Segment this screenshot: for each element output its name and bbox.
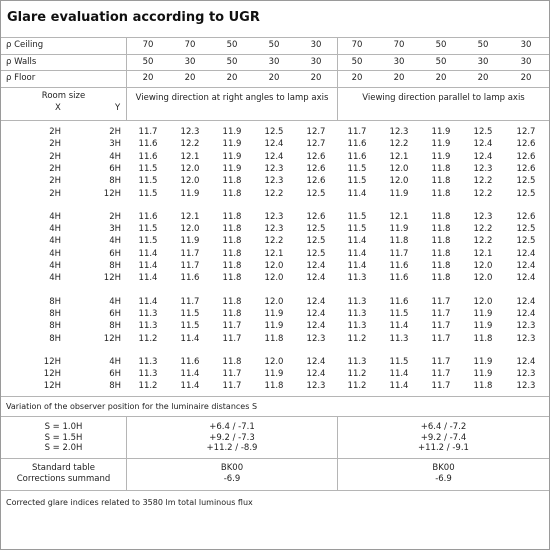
ugr-value: 11.8 (222, 273, 242, 284)
ugr-value: 11.6 (389, 296, 409, 307)
ugr-value: 11.8 (222, 248, 242, 259)
ugr-value: 12.6 (516, 151, 536, 162)
ugr-value: 11.6 (138, 211, 158, 222)
ugr-value: 12.7 (306, 127, 326, 137)
ugr-value: 11.7 (138, 127, 158, 137)
ugr-value: 11.5 (138, 163, 158, 174)
divider (1, 87, 549, 88)
ugr-value: 12.0 (264, 273, 284, 284)
room-y-value: 12H (103, 188, 121, 199)
ugr-value: 11.8 (431, 273, 451, 284)
room-y-value: 6H (109, 308, 121, 319)
ugr-value: 12.2 (473, 224, 493, 235)
ugr-value: 11.7 (389, 248, 409, 259)
ugr-value: 12.0 (180, 224, 200, 235)
ugr-value: 11.7 (180, 248, 200, 259)
ugr-value: 12.2 (473, 188, 493, 199)
ugr-value: 12.0 (180, 176, 200, 187)
standard-right-angles-value: -6.9 (223, 473, 241, 484)
ugr-value: 12.6 (306, 176, 326, 187)
ugr-value: 12.1 (180, 151, 200, 162)
ugr-value: 12.6 (516, 211, 536, 222)
ugr-value: 11.7 (431, 321, 451, 332)
ugr-value: 12.4 (516, 308, 536, 319)
ugr-value: 11.3 (347, 296, 367, 307)
ugr-value: 11.9 (180, 236, 200, 247)
ugr-value: 12.3 (264, 224, 284, 235)
room-y-value: 2H (109, 211, 121, 222)
ugr-value: 12.3 (516, 381, 536, 392)
room-size-header (1, 88, 126, 118)
divider (337, 37, 338, 120)
ugr-value: 11.4 (180, 381, 200, 392)
reflectance-value: 20 (226, 73, 238, 83)
ugr-value: 11.8 (264, 333, 284, 344)
room-x-value: 12H (43, 356, 61, 367)
ugr-value: 11.5 (180, 308, 200, 319)
ugr-value: 11.8 (431, 211, 451, 222)
ugr-value: 11.7 (222, 381, 242, 392)
ugr-value: 11.9 (180, 188, 200, 199)
ugr-value: 12.6 (306, 151, 326, 162)
ugr-value: 12.6 (306, 163, 326, 174)
ugr-value: 12.4 (264, 139, 284, 150)
page-title: Glare evaluation according to UGR (7, 10, 260, 25)
ugr-value: 11.5 (138, 224, 158, 235)
room-y-value: 12H (103, 273, 121, 284)
ugr-value: 12.4 (306, 261, 326, 271)
ugr-value: 11.8 (222, 236, 242, 247)
ugr-value: 12.6 (516, 163, 536, 174)
ugr-value: 12.4 (516, 248, 536, 259)
room-size-label: Room size (41, 91, 86, 101)
reflectance-value: 50 (435, 40, 447, 50)
variation-right-angles-value: +9.2 / -7.3 (209, 432, 255, 443)
reflectance-value: 20 (268, 73, 280, 83)
ugr-value: 12.2 (389, 139, 409, 150)
divider (1, 490, 549, 491)
room-y-value: 8H (109, 381, 121, 392)
ugr-value: 11.8 (431, 188, 451, 199)
ugr-value: 11.9 (473, 369, 493, 380)
ugr-value: 11.9 (473, 356, 493, 367)
ugr-value: 11.7 (180, 261, 200, 271)
room-x-value: 12H (43, 381, 61, 392)
ugr-value: 12.1 (473, 248, 493, 259)
reflectance-value: 70 (184, 40, 196, 50)
room-x-value: 8H (49, 296, 61, 307)
ugr-value: 12.4 (306, 273, 326, 284)
reflectance-value: 50 (226, 56, 238, 67)
ugr-value: 11.5 (138, 236, 158, 247)
room-y-value: 12H (103, 333, 121, 344)
ugr-value: 11.6 (138, 139, 158, 150)
ugr-value: 11.7 (222, 369, 242, 380)
ugr-value: 11.3 (347, 273, 367, 284)
ugr-value: 12.5 (516, 188, 536, 199)
ugr-value: 11.8 (473, 333, 493, 344)
ugr-value: 12.4 (516, 296, 536, 307)
ugr-value: 11.8 (222, 224, 242, 235)
ugr-value: 12.5 (473, 127, 493, 137)
ugr-value: 11.4 (347, 236, 367, 247)
ugr-value: 11.9 (222, 151, 242, 162)
ugr-value: 11.4 (389, 381, 409, 392)
ugr-value: 11.5 (389, 356, 409, 367)
ugr-value: 11.4 (347, 248, 367, 259)
room-x-value: 4H (49, 224, 61, 235)
reflectance-value: 30 (310, 40, 322, 50)
ugr-value: 11.9 (222, 127, 242, 137)
ugr-value: 11.8 (222, 356, 242, 367)
ugr-value: 11.9 (389, 188, 409, 199)
standard-parallel-value: -6.9 (435, 473, 452, 484)
ugr-value: 12.4 (516, 273, 536, 284)
ugr-value: 12.3 (264, 211, 284, 222)
ugr-value: 12.3 (306, 333, 326, 344)
room-x-value: 2H (49, 163, 61, 174)
direction-parallel-label: Viewing direction parallel to lamp axis (362, 93, 525, 103)
ugr-value: 12.5 (516, 176, 536, 187)
ugr-value: 12.4 (473, 151, 493, 162)
ugr-value: 12.2 (473, 236, 493, 247)
ugr-value: 11.9 (222, 163, 242, 174)
room-y-value: 8H (109, 321, 121, 332)
ugr-value: 11.5 (180, 321, 200, 332)
ugr-value: 11.3 (138, 356, 158, 367)
ugr-value: 12.4 (306, 296, 326, 307)
ugr-value: 12.4 (516, 261, 536, 271)
variation-parallel-value: +6.4 / -7.2 (420, 422, 467, 432)
ugr-value: 11.2 (347, 333, 367, 344)
reflectance-value: 20 (351, 73, 363, 83)
ugr-value: 12.0 (389, 176, 409, 187)
ugr-value: 11.5 (347, 163, 367, 174)
variation-right-angles-value: +6.4 / -7.1 (209, 422, 255, 432)
room-y-value: 6H (109, 369, 121, 380)
reflectance-value: 30 (310, 56, 322, 67)
ugr-value: 12.5 (306, 236, 326, 247)
ugr-value: 11.7 (222, 321, 242, 332)
ugr-value: 11.9 (473, 321, 493, 332)
ugr-value: 12.5 (264, 127, 284, 137)
ugr-value: 11.9 (431, 139, 451, 150)
ugr-value: 11.4 (138, 248, 158, 259)
ugr-value: 11.4 (138, 273, 158, 284)
divider (1, 70, 549, 71)
reflectance-value: 30 (393, 56, 405, 67)
ugr-value: 12.5 (306, 248, 326, 259)
room-size-x-label: X (55, 103, 61, 113)
ugr-value: 11.3 (138, 369, 158, 380)
ugr-value: 12.7 (306, 139, 326, 150)
reflectance-value: 50 (351, 56, 363, 67)
reflectance-value: 20 (184, 73, 196, 83)
direction-right-angles-label: Viewing direction at right angles to lamp axis (135, 93, 329, 103)
divider (1, 54, 549, 55)
room-x-value: 2H (49, 188, 61, 199)
variation-s-label: S = 1.0H (44, 422, 83, 432)
variation-label: Variation of the observer position for the luminaire distances S (6, 402, 258, 411)
reflectance-value: 20 (477, 73, 489, 83)
ugr-value: 12.4 (306, 308, 326, 319)
ugr-value: 11.8 (389, 236, 409, 247)
ugr-value: 11.7 (431, 333, 451, 344)
room-y-value: 4H (109, 296, 121, 307)
ugr-value: 11.6 (138, 151, 158, 162)
ugr-value: 11.9 (222, 139, 242, 150)
room-y-value: 4H (109, 356, 121, 367)
reflectance-label: ρ Floor (6, 73, 36, 83)
ugr-value: 11.4 (347, 188, 367, 199)
room-x-value: 8H (49, 321, 61, 332)
ugr-value: 12.3 (473, 163, 493, 174)
ugr-value: 12.0 (389, 163, 409, 174)
ugr-value: 12.3 (389, 127, 409, 137)
ugr-value: 12.4 (264, 151, 284, 162)
reflectance-value: 50 (477, 40, 489, 50)
ugr-value: 11.9 (431, 151, 451, 162)
ugr-value: 11.5 (347, 224, 367, 235)
ugr-value: 12.3 (180, 127, 200, 137)
ugr-value: 11.7 (222, 333, 242, 344)
ugr-value: 11.8 (473, 381, 493, 392)
ugr-value: 11.3 (138, 321, 158, 332)
room-x-value: 2H (49, 139, 61, 150)
reflectance-value: 20 (310, 73, 322, 83)
room-y-value: 6H (109, 248, 121, 259)
ugr-value: 11.5 (138, 188, 158, 199)
ugr-value: 12.4 (306, 369, 326, 380)
room-x-value: 2H (49, 127, 61, 137)
ugr-value: 11.3 (347, 321, 367, 332)
ugr-value: 12.5 (306, 224, 326, 235)
reflectance-value: 20 (393, 73, 405, 83)
ugr-value: 11.8 (431, 176, 451, 187)
ugr-value: 12.0 (264, 296, 284, 307)
ugr-value: 11.8 (222, 211, 242, 222)
ugr-value: 12.7 (516, 127, 536, 137)
ugr-value: 11.8 (431, 224, 451, 235)
ugr-value: 12.1 (264, 248, 284, 259)
footer-note: Corrected glare indices related to 3580 lm total luminous flux (6, 498, 253, 507)
ugr-value: 11.4 (389, 369, 409, 380)
ugr-value: 11.9 (264, 369, 284, 380)
room-x-value: 2H (49, 176, 61, 187)
ugr-value: 11.4 (347, 261, 367, 271)
ugr-value: 11.6 (389, 261, 409, 271)
reflectance-value: 70 (351, 40, 363, 50)
divider (1, 396, 549, 397)
ugr-value: 11.7 (431, 369, 451, 380)
divider (337, 416, 338, 490)
room-size-y-label: Y (115, 103, 121, 113)
ugr-value: 12.0 (473, 296, 493, 307)
ugr-value: 12.3 (264, 163, 284, 174)
ugr-value: 11.5 (138, 176, 158, 187)
ugr-value: 12.2 (180, 139, 200, 150)
reflectance-value: 30 (184, 56, 196, 67)
ugr-value: 11.7 (180, 296, 200, 307)
room-x-value: 4H (49, 211, 61, 222)
ugr-value: 11.8 (222, 308, 242, 319)
divider (1, 120, 549, 121)
reflectance-label: ρ Ceiling (6, 40, 44, 50)
ugr-value: 12.0 (473, 261, 493, 271)
ugr-value: 12.6 (516, 139, 536, 150)
divider (1, 416, 549, 417)
reflectance-value: 20 (520, 73, 532, 83)
room-x-value: 8H (49, 308, 61, 319)
ugr-value: 11.4 (138, 261, 158, 271)
room-y-value: 8H (109, 176, 121, 187)
reflectance-value: 30 (477, 56, 489, 67)
ugr-value: 11.3 (389, 333, 409, 344)
ugr-value: 12.5 (306, 188, 326, 199)
ugr-value: 12.3 (264, 176, 284, 187)
divider (1, 458, 549, 459)
ugr-value: 11.2 (138, 381, 158, 392)
ugr-value: 12.0 (264, 261, 284, 271)
ugr-value: 11.6 (180, 356, 200, 367)
ugr-value: 11.4 (389, 321, 409, 332)
divider (1, 37, 549, 38)
room-y-value: 3H (109, 224, 121, 235)
divider (126, 416, 127, 490)
ugr-value: 12.3 (306, 381, 326, 392)
ugr-value: 11.9 (389, 224, 409, 235)
ugr-value: 11.9 (473, 308, 493, 319)
room-x-value: 12H (43, 369, 61, 380)
room-x-value: 4H (49, 248, 61, 259)
ugr-value: 12.1 (389, 211, 409, 222)
ugr-value: 11.6 (347, 139, 367, 150)
ugr-value: 12.1 (180, 211, 200, 222)
ugr-value: 12.4 (306, 321, 326, 332)
standard-label: Corrections summand (16, 473, 111, 484)
ugr-value: 11.7 (431, 308, 451, 319)
ugr-value: 12.0 (264, 356, 284, 367)
ugr-value: 11.6 (389, 273, 409, 284)
room-y-value: 2H (109, 127, 121, 137)
room-y-value: 4H (109, 236, 121, 247)
room-y-value: 4H (109, 151, 121, 162)
ugr-value: 12.5 (516, 236, 536, 247)
room-x-value: 4H (49, 273, 61, 284)
room-x-value: 4H (49, 236, 61, 247)
ugr-value: 11.9 (431, 127, 451, 137)
reflectance-value: 70 (393, 40, 405, 50)
ugr-value: 11.2 (138, 333, 158, 344)
variation-s-label: S = 1.5H (44, 432, 83, 443)
room-y-value: 6H (109, 163, 121, 174)
reflectance-value: 50 (268, 40, 280, 50)
ugr-value: 11.8 (431, 261, 451, 271)
ugr-value: 11.7 (431, 381, 451, 392)
reflectance-value: 30 (520, 40, 532, 50)
ugr-value: 11.8 (222, 296, 242, 307)
room-x-value: 2H (49, 151, 61, 162)
ugr-value: 11.2 (347, 369, 367, 380)
reflectance-value: 30 (268, 56, 280, 67)
ugr-value: 11.5 (347, 176, 367, 187)
reflectance-value: 20 (435, 73, 447, 83)
ugr-value: 11.8 (431, 163, 451, 174)
reflectance-value: 70 (142, 40, 154, 50)
ugr-value: 11.7 (431, 296, 451, 307)
ugr-value: 12.0 (473, 273, 493, 284)
variation-parallel-value: +11.2 / -9.1 (418, 443, 469, 453)
ugr-value: 11.8 (264, 381, 284, 392)
reflectance-value: 50 (226, 40, 238, 50)
ugr-value: 11.7 (347, 127, 367, 137)
reflectance-value: 50 (142, 56, 154, 67)
ugr-value: 12.5 (516, 224, 536, 235)
ugr-value: 11.8 (222, 261, 242, 271)
room-y-value: 8H (109, 261, 121, 271)
ugr-value: 11.5 (389, 308, 409, 319)
ugr-value: 11.3 (347, 308, 367, 319)
standard-parallel-value: BK00 (432, 463, 455, 473)
ugr-value: 11.4 (180, 369, 200, 380)
ugr-value: 11.6 (180, 273, 200, 284)
ugr-value: 12.2 (264, 188, 284, 199)
room-x-value: 4H (49, 261, 61, 271)
standard-label: Standard table (32, 463, 95, 473)
ugr-value: 11.3 (347, 356, 367, 367)
ugr-value: 11.8 (431, 248, 451, 259)
ugr-value: 11.8 (222, 176, 242, 187)
variation-s-label: S = 2.0H (44, 443, 83, 453)
ugr-value: 12.6 (306, 211, 326, 222)
ugr-value: 12.4 (516, 356, 536, 367)
ugr-value: 11.2 (347, 381, 367, 392)
ugr-value: 12.3 (516, 333, 536, 344)
ugr-value: 11.5 (347, 211, 367, 222)
ugr-value: 12.4 (473, 139, 493, 150)
standard-right-angles-value: BK00 (220, 463, 244, 473)
ugr-value: 12.2 (473, 176, 493, 187)
divider (126, 37, 127, 120)
ugr-value: 11.9 (264, 308, 284, 319)
ugr-value: 12.3 (473, 211, 493, 222)
ugr-value: 12.1 (389, 151, 409, 162)
ugr-value: 11.8 (431, 236, 451, 247)
reflectance-value: 20 (142, 73, 154, 83)
ugr-value: 11.4 (138, 296, 158, 307)
ugr-value: 12.0 (180, 163, 200, 174)
ugr-value: 11.9 (264, 321, 284, 332)
reflectance-label: ρ Walls (6, 56, 37, 67)
ugr-value: 11.3 (138, 308, 158, 319)
room-y-value: 3H (109, 139, 121, 150)
ugr-value: 12.4 (306, 356, 326, 367)
ugr-value: 11.8 (222, 188, 242, 199)
variation-right-angles-value: +11.2 / -8.9 (206, 443, 258, 453)
room-x-value: 8H (49, 333, 61, 344)
ugr-value: 12.2 (264, 236, 284, 247)
reflectance-value: 50 (435, 56, 447, 67)
reflectance-value: 30 (520, 56, 532, 67)
variation-parallel-value: +9.2 / -7.4 (420, 432, 467, 443)
ugr-value: 12.3 (516, 369, 536, 380)
ugr-value: 11.6 (347, 151, 367, 162)
ugr-value: 11.7 (431, 356, 451, 367)
ugr-value: 11.4 (180, 333, 200, 344)
ugr-value: 12.3 (516, 321, 536, 332)
